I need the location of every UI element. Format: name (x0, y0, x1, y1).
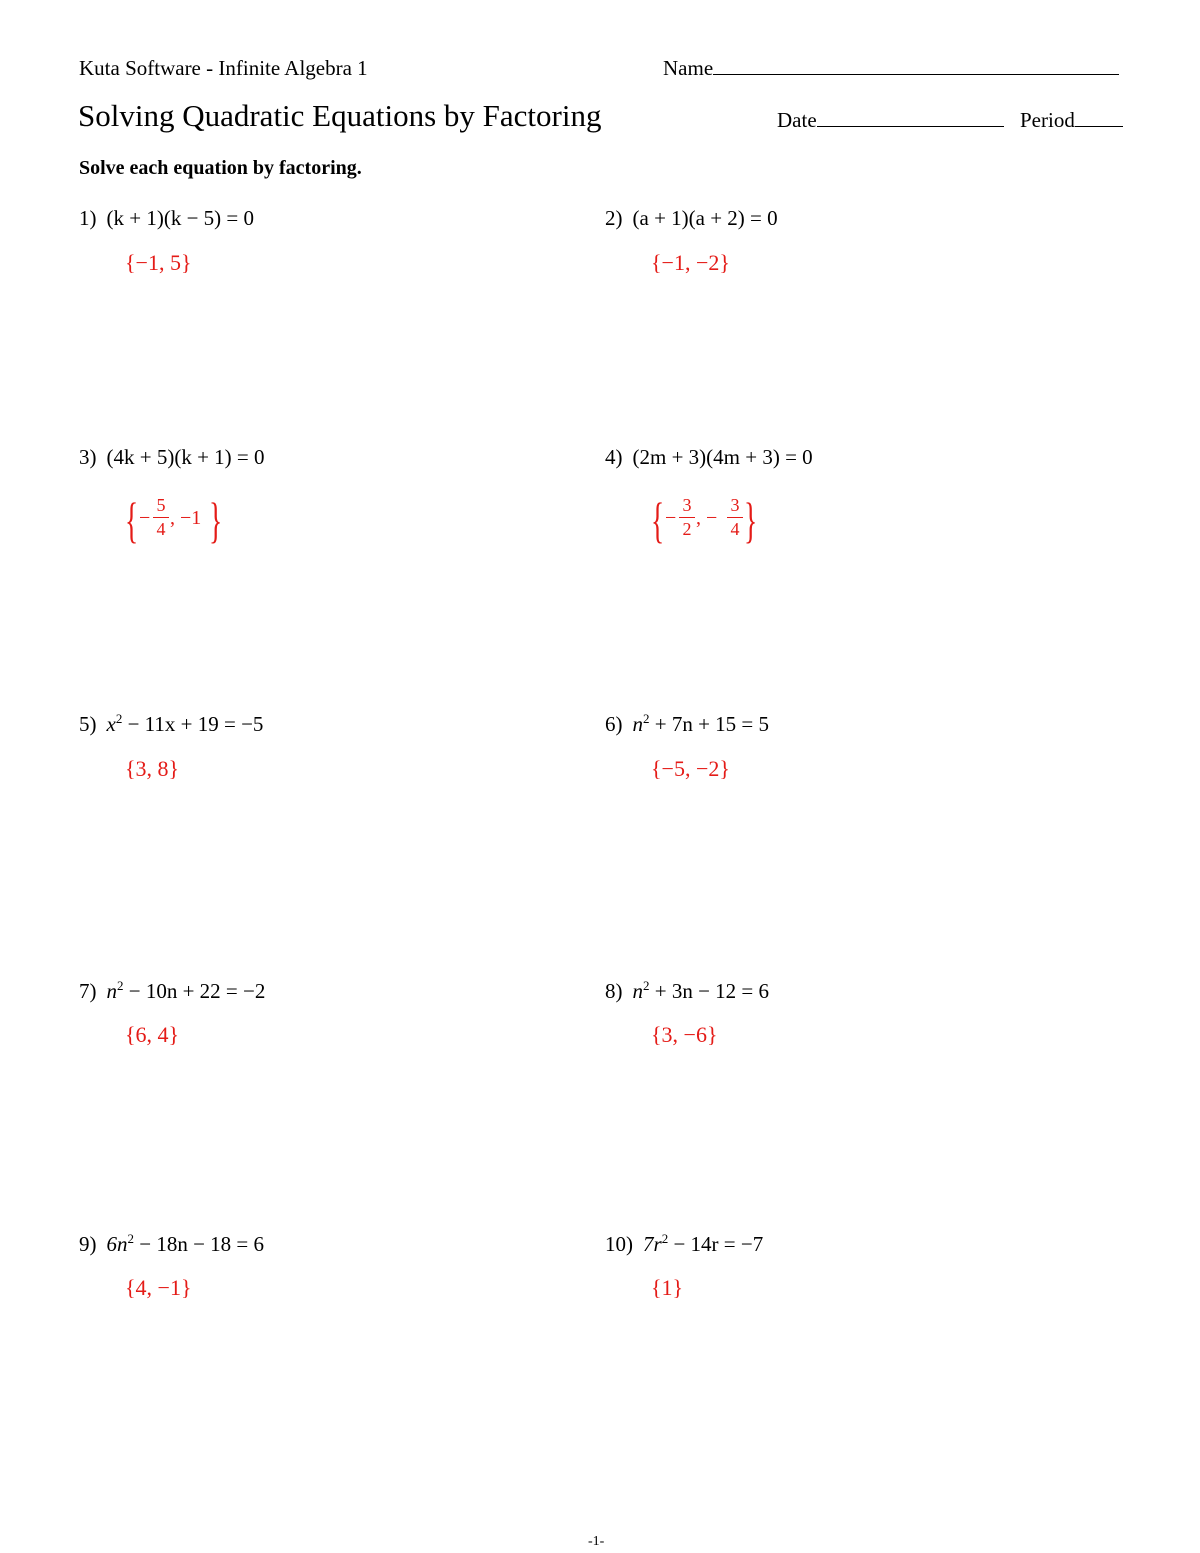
exponent: 2 (643, 978, 650, 993)
equation (643, 1231, 763, 1257)
equation: (a + 1)(a + 2) = 0 (632, 206, 778, 230)
equation (107, 1231, 265, 1257)
page-number: -1- (588, 1534, 605, 1549)
term-base: n (106, 979, 117, 1003)
equation: (4k + 5)(k + 1) = 0 (106, 445, 265, 469)
equation (107, 978, 266, 1004)
equation (107, 711, 264, 737)
answer-1: {−1, 5} (125, 250, 192, 275)
numerator: 5 (156, 495, 166, 515)
exponent: 2 (643, 711, 650, 726)
answer-3 (125, 492, 225, 548)
problem-10 (605, 1231, 763, 1257)
right-brace: } (744, 492, 758, 548)
term-base: n (632, 979, 643, 1003)
separator: , − (696, 507, 718, 529)
equation-rest: + 7n + 15 = 5 (649, 712, 770, 736)
equation-rest: + 3n − 12 = 6 (649, 979, 770, 1003)
fraction (728, 495, 742, 543)
answer-9: {4, −1} (125, 1275, 192, 1300)
problem-number: 1) (79, 206, 97, 230)
answer-5: {3, 8} (125, 756, 180, 781)
minus-sign: − (665, 507, 677, 529)
problem-number: 5) (79, 712, 97, 736)
answer-4 (651, 492, 761, 548)
problem-2 (605, 206, 778, 231)
term-base: n (632, 712, 643, 736)
problem-7 (79, 978, 265, 1004)
exponent: 2 (115, 711, 123, 726)
problem-9 (79, 1231, 264, 1257)
equation-rest: − 18n − 18 = 6 (134, 1232, 265, 1256)
equation (633, 711, 770, 737)
left-brace: { (651, 492, 665, 548)
equation: (k + 1)(k − 5) = 0 (106, 206, 255, 230)
equation-rest: − 14r = −7 (668, 1232, 764, 1256)
problem-1 (79, 206, 254, 231)
answer-2: {−1, −2} (651, 250, 730, 275)
fraction-bar (727, 517, 743, 518)
name-blank[interactable] (713, 58, 1119, 75)
exponent: 2 (661, 1231, 669, 1246)
numerator: 3 (682, 495, 692, 515)
date-field (777, 108, 1004, 133)
equation (633, 978, 770, 1004)
problem-number: 10) (605, 1232, 633, 1256)
instructions: Solve each equation by factoring. (79, 157, 362, 179)
answer-7: {6, 4} (125, 1022, 180, 1047)
exponent: 2 (127, 1231, 134, 1246)
problem-3 (79, 445, 265, 470)
equation-rest: − 11x + 19 = −5 (122, 712, 264, 736)
right-brace: } (209, 492, 223, 548)
problem-number: 6) (605, 712, 623, 736)
problem-number: 4) (605, 445, 623, 469)
date-blank[interactable] (817, 110, 1004, 127)
name-field (663, 56, 1119, 81)
problem-number: 8) (605, 979, 623, 1003)
denominator: 2 (682, 519, 692, 539)
equation-rest: − 10n + 22 = −2 (123, 979, 266, 1003)
problem-number: 3) (79, 445, 97, 469)
period-field (1020, 108, 1123, 133)
problem-4 (605, 445, 813, 470)
fraction (154, 495, 168, 543)
problem-8 (605, 978, 769, 1004)
answer-rest: , −1 (170, 507, 202, 529)
problem-number: 7) (79, 979, 97, 1003)
problem-5 (79, 711, 263, 737)
equation: (2m + 3)(4m + 3) = 0 (632, 445, 813, 469)
left-brace: { (125, 492, 139, 548)
name-label: Name (663, 56, 714, 80)
exponent: 2 (117, 978, 124, 993)
answer-10: {1} (651, 1275, 684, 1300)
denominator: 4 (730, 519, 740, 539)
term-base: 7r (643, 1232, 662, 1256)
answer-8: {3, −6} (651, 1022, 718, 1047)
fraction-bar (153, 517, 169, 518)
term-base: 6n (106, 1232, 128, 1256)
date-label: Date (777, 108, 817, 132)
numerator: 3 (730, 495, 740, 515)
publisher-label: Kuta Software - Infinite Algebra 1 (79, 56, 368, 80)
problem-6 (605, 711, 769, 737)
minus-sign: − (139, 507, 151, 529)
period-blank[interactable] (1075, 110, 1123, 127)
period-label: Period (1020, 108, 1075, 132)
fraction-bar (679, 517, 695, 518)
worksheet-title: Solving Quadratic Equations by Factoring (78, 98, 602, 133)
problem-number: 9) (79, 1232, 97, 1256)
term-base: x (106, 712, 116, 736)
answer-6: {−5, −2} (651, 756, 730, 781)
denominator: 4 (156, 519, 166, 539)
fraction (680, 495, 694, 543)
problem-number: 2) (605, 206, 623, 230)
